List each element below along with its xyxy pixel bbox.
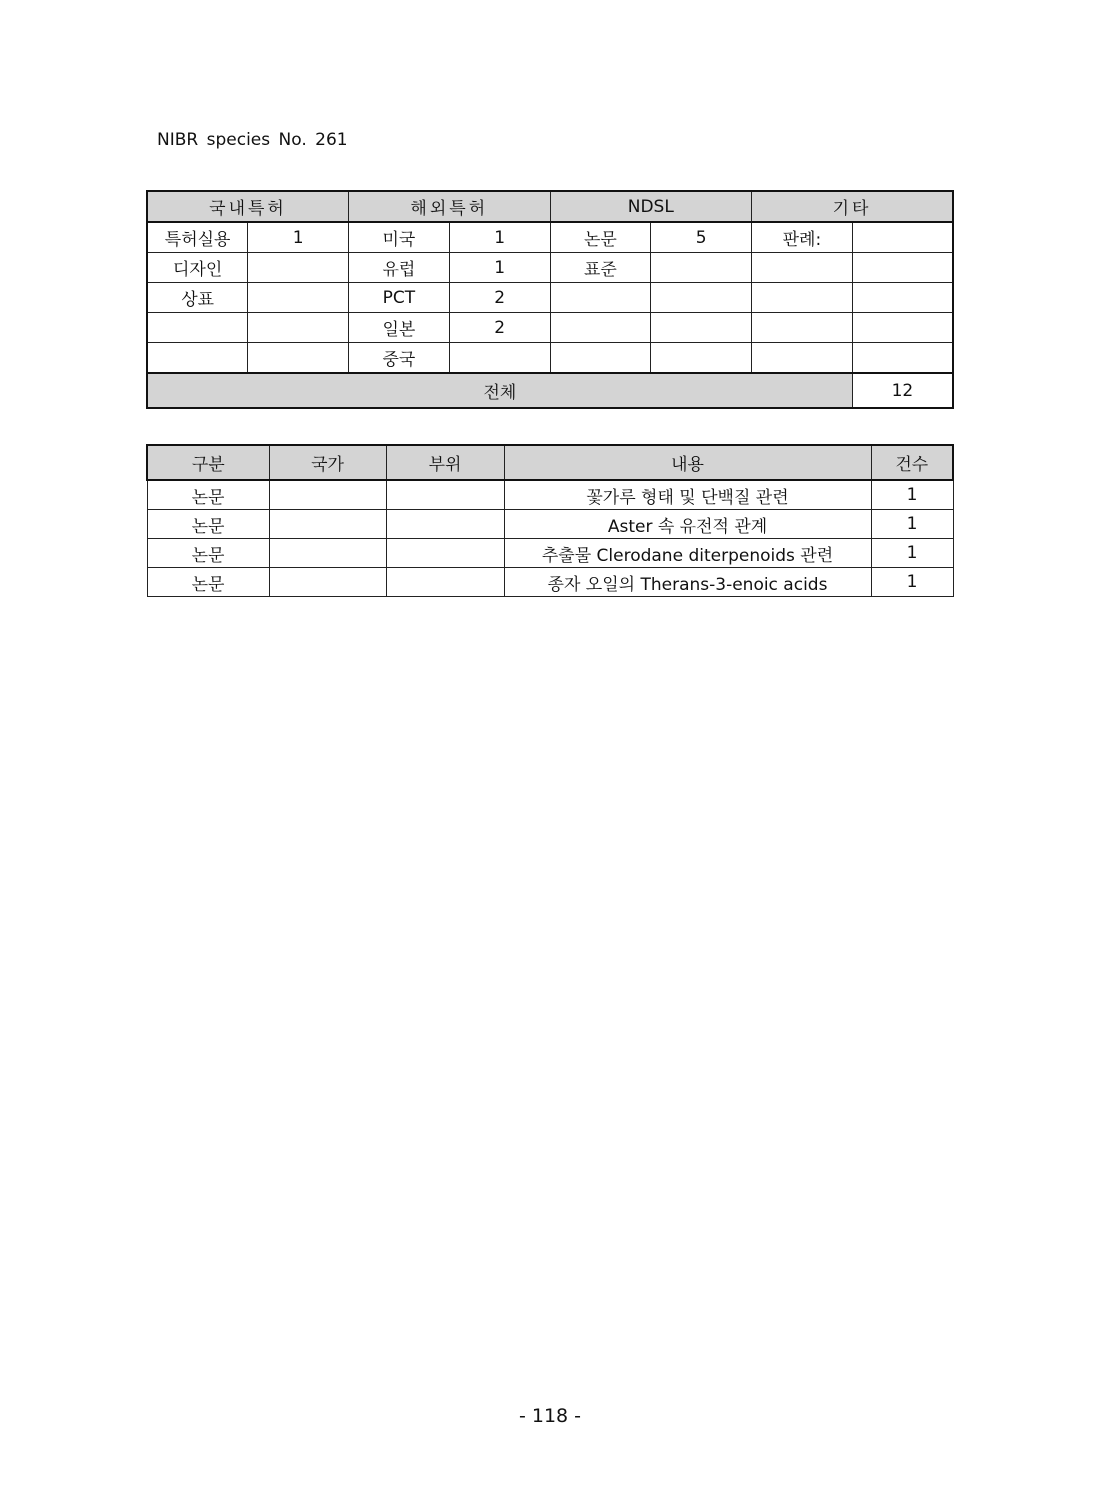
table-row [147, 480, 953, 510]
summary-cell: 디자인 [147, 253, 248, 283]
detail-count-cell: 1 [871, 480, 953, 510]
summary-cell [248, 283, 349, 313]
detail-category-cell: 논문 [147, 539, 269, 568]
detail-country-cell [269, 510, 386, 539]
detail-content-cell: 추출물 Clerodane diterpenoids 관련 [504, 539, 871, 568]
header-content: 내용 [504, 445, 871, 480]
detail-part-cell [386, 568, 504, 597]
summary-cell [752, 283, 853, 313]
summary-cell: 1 [248, 222, 349, 253]
paper-detail-table [146, 444, 954, 597]
summary-cell: 1 [449, 253, 550, 283]
summary-cell [852, 283, 953, 313]
detail-part-cell [386, 480, 504, 510]
summary-cell [752, 313, 853, 343]
total-value: 12 [852, 373, 953, 408]
header-ndsl: NDSL [550, 191, 752, 222]
summary-header-row [147, 191, 953, 222]
summary-cell [752, 343, 853, 374]
summary-cell: 미국 [349, 222, 450, 253]
summary-row [147, 222, 953, 253]
summary-cell: 상표 [147, 283, 248, 313]
summary-row [147, 343, 953, 374]
summary-cell [248, 343, 349, 374]
patent-summary-table [146, 190, 954, 409]
summary-cell: 중국 [349, 343, 450, 374]
summary-cell [147, 313, 248, 343]
summary-cell [248, 253, 349, 283]
summary-cell [550, 283, 651, 313]
header-domestic-patent: 국내특허 [147, 191, 349, 222]
table-row [147, 568, 953, 597]
summary-cell [651, 283, 752, 313]
detail-count-cell: 1 [871, 539, 953, 568]
summary-cell [852, 253, 953, 283]
summary-cell [449, 343, 550, 374]
header-category: 구분 [147, 445, 269, 480]
summary-cell [852, 343, 953, 374]
detail-content-cell: 꽃가루 형태 및 단백질 관련 [504, 480, 871, 510]
summary-cell: 판례: [752, 222, 853, 253]
table-row [147, 539, 953, 568]
summary-total-row [147, 373, 953, 408]
summary-cell: 유럽 [349, 253, 450, 283]
detail-country-cell [269, 480, 386, 510]
header-foreign-patent: 해외특허 [349, 191, 551, 222]
header-other: 기타 [752, 191, 954, 222]
summary-cell: 논문 [550, 222, 651, 253]
detail-country-cell [269, 568, 386, 597]
detail-category-cell: 논문 [147, 510, 269, 539]
summary-row [147, 283, 953, 313]
header-count: 건수 [871, 445, 953, 480]
summary-cell [147, 343, 248, 374]
summary-cell: 특허실용 [147, 222, 248, 253]
summary-cell [651, 253, 752, 283]
summary-cell [752, 253, 853, 283]
summary-row [147, 313, 953, 343]
detail-count-cell: 1 [871, 510, 953, 539]
summary-cell [550, 313, 651, 343]
summary-cell [651, 313, 752, 343]
summary-cell: PCT [349, 283, 450, 313]
summary-cell: 1 [449, 222, 550, 253]
summary-cell: 2 [449, 283, 550, 313]
header-part: 부위 [386, 445, 504, 480]
detail-content-cell: Aster 속 유전적 관계 [504, 510, 871, 539]
summary-cell [550, 343, 651, 374]
summary-cell: 표준 [550, 253, 651, 283]
detail-category-cell: 논문 [147, 480, 269, 510]
detail-part-cell [386, 510, 504, 539]
table-row [147, 510, 953, 539]
summary-row [147, 253, 953, 283]
summary-cell [248, 313, 349, 343]
summary-cell [852, 222, 953, 253]
summary-cell: 5 [651, 222, 752, 253]
detail-part-cell [386, 539, 504, 568]
detail-header-row [147, 445, 953, 480]
total-label: 전체 [147, 373, 852, 408]
detail-content-cell: 종자 오일의 Therans-3-enoic acids [504, 568, 871, 597]
summary-cell [852, 313, 953, 343]
species-number: NIBR species No. 261 [157, 130, 348, 150]
header-country: 국가 [269, 445, 386, 480]
summary-cell: 2 [449, 313, 550, 343]
page-number: - 118 - [518, 1405, 582, 1427]
summary-cell [651, 343, 752, 374]
detail-count-cell: 1 [871, 568, 953, 597]
detail-country-cell [269, 539, 386, 568]
detail-category-cell: 논문 [147, 568, 269, 597]
summary-cell: 일본 [349, 313, 450, 343]
